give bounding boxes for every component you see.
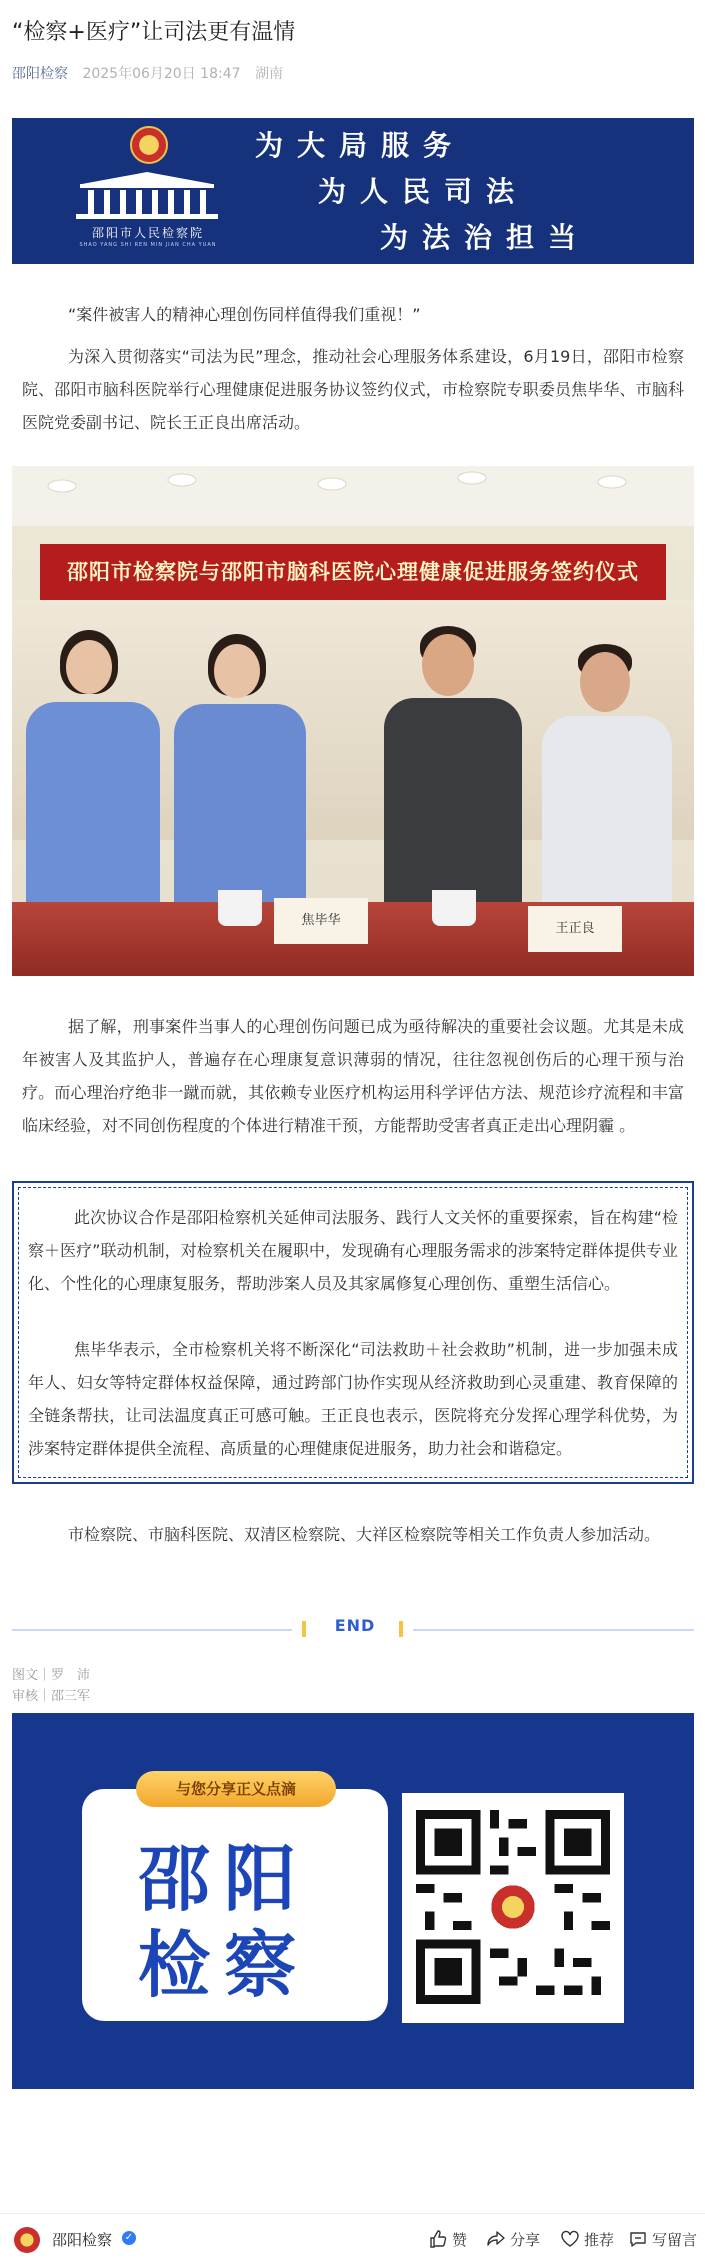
- article-meta: [12, 63, 283, 83]
- nameplate-right: 王正良: [528, 906, 622, 952]
- verified-icon: ✓: [122, 2231, 136, 2245]
- account-link[interactable]: 邵阳检察: [12, 66, 68, 82]
- paragraph-1: 为深入贯彻落实“司法为民”理念，推动社会心理服务体系建设，6月19日，邵阳市检察院、邵阳市脑科医院举行心理健康促进服务协议签约仪式，市检察院专职委员焦毕华、市脑科医院党委副书记、院长王正良出席活动。: [22, 347, 684, 432]
- qr-code-icon: [416, 1807, 610, 2007]
- slogan-1: 为大局服务: [255, 129, 466, 162]
- signing-ceremony-photo: [12, 466, 694, 976]
- thumbs-up-icon: [428, 2229, 448, 2249]
- credit-review: 审核｜邵三军: [12, 1689, 91, 1704]
- end-label: END: [334, 1616, 376, 1635]
- tea-cup: [432, 890, 476, 926]
- comment-label: 写留言: [652, 2230, 698, 2249]
- box-paragraph-1: 此次协议合作是邵阳检察机关延伸司法服务、践行人文关怀的重要探索，旨在构建“检察＋医疗”联动机制，对检察机关在履职中，发现确有心理服务需求的涉案特定群体提供专业化、个性化的心理康复服务，帮助涉案人员及其家属修复心理创伤、重塑生活信心。: [28, 1208, 678, 1293]
- court-name: 邵阳市人民检察院: [91, 226, 204, 240]
- court-pinyin: SHAO YANG SHI REN MIN JIAN CHA YUAN: [79, 242, 217, 248]
- like-label: 赞: [452, 2230, 468, 2249]
- end-accent-right: [399, 1621, 403, 1637]
- share-label: 分享: [510, 2230, 541, 2249]
- bottom-toolbar: [0, 2213, 705, 2263]
- highlight-box: [12, 1181, 694, 1484]
- tea-cup: [218, 890, 262, 926]
- recommend-label: 推荐: [584, 2230, 615, 2249]
- nameplate-left: 焦毕华: [274, 898, 368, 944]
- procuratorate-emblem-icon: [130, 126, 168, 164]
- account-avatar[interactable]: [14, 2227, 40, 2253]
- share-button[interactable]: [486, 2228, 540, 2250]
- comment-button[interactable]: [628, 2228, 697, 2250]
- publish-location: 湖南: [254, 66, 283, 82]
- like-button[interactable]: [428, 2228, 467, 2250]
- end-accent-left: [302, 1621, 306, 1637]
- toolbar-account-name[interactable]: 邵阳检察: [52, 2231, 113, 2249]
- header-banner: [12, 118, 694, 264]
- slogan-3: 为法治担当: [380, 221, 591, 254]
- end-divider-left: [12, 1629, 292, 1631]
- paragraph-2: 据了解，刑事案件当事人的心理创伤问题已成为亟待解决的重要社会议题。尤其是未成年被害人及其监护人，普遍存在心理康复意识薄弱的情况，往往忽视创伤后的心理干预与治疗。而心理治疗绝非一蹴而就，其依赖专业医疗机构运用科学评估方法、规范诊疗流程和丰富临床经验，对不同创伤程度的个体进行精准干预，方能帮助受害者真正走出心理阴霾 。: [22, 1017, 684, 1135]
- highlight-box-inner: [18, 1187, 688, 1478]
- court-building-icon: [72, 170, 222, 220]
- heart-icon: [560, 2229, 580, 2249]
- promo-title-line2: 检察: [138, 1922, 311, 2007]
- share-icon: [486, 2229, 506, 2249]
- lead-quote: “案件被害人的精神心理创伤同样值得我们重视！”: [68, 305, 421, 324]
- comment-icon: [628, 2229, 648, 2249]
- credit-photo-text: 图文｜罗 沛: [12, 1668, 91, 1683]
- follow-promo: [12, 1713, 694, 2089]
- recommend-button[interactable]: [560, 2228, 614, 2250]
- article-title: “检察+医疗”让司法更有温情: [12, 20, 296, 45]
- publish-datetime: 2025年06月20日 18:47: [82, 66, 241, 82]
- ceiling-lights-icon: [12, 466, 694, 526]
- box-paragraph-2: 焦毕华表示，全市检察机关将不断深化“司法救助＋社会救助”机制，进一步加强未成年人、妇女等特定群体权益保障，通过跨部门协作实现从经济救助到心灵重建、教育保障的全链条帮扶，让司法温度真正可感可触。王正良也表示，医院将充分发挥心理学科优势，为涉案特定群体提供全流程、高质量的心理健康促进服务，助力社会和谐稳定。: [28, 1340, 678, 1458]
- paragraph-3: 市检察院、市脑科医院、双清区检察院、大祥区检察院等相关工作负责人参加活动。: [68, 1525, 661, 1544]
- slogan-2: 为人民司法: [318, 175, 529, 208]
- ceremony-banner: 邵阳市检察院与邵阳市脑科医院心理健康促进服务签约仪式: [40, 544, 666, 600]
- promo-tag: 与您分享正义点滴: [136, 1771, 336, 1807]
- end-divider-right: [413, 1629, 694, 1631]
- promo-title-line1: 邵阳: [138, 1836, 311, 1921]
- qr-code[interactable]: [402, 1793, 624, 2023]
